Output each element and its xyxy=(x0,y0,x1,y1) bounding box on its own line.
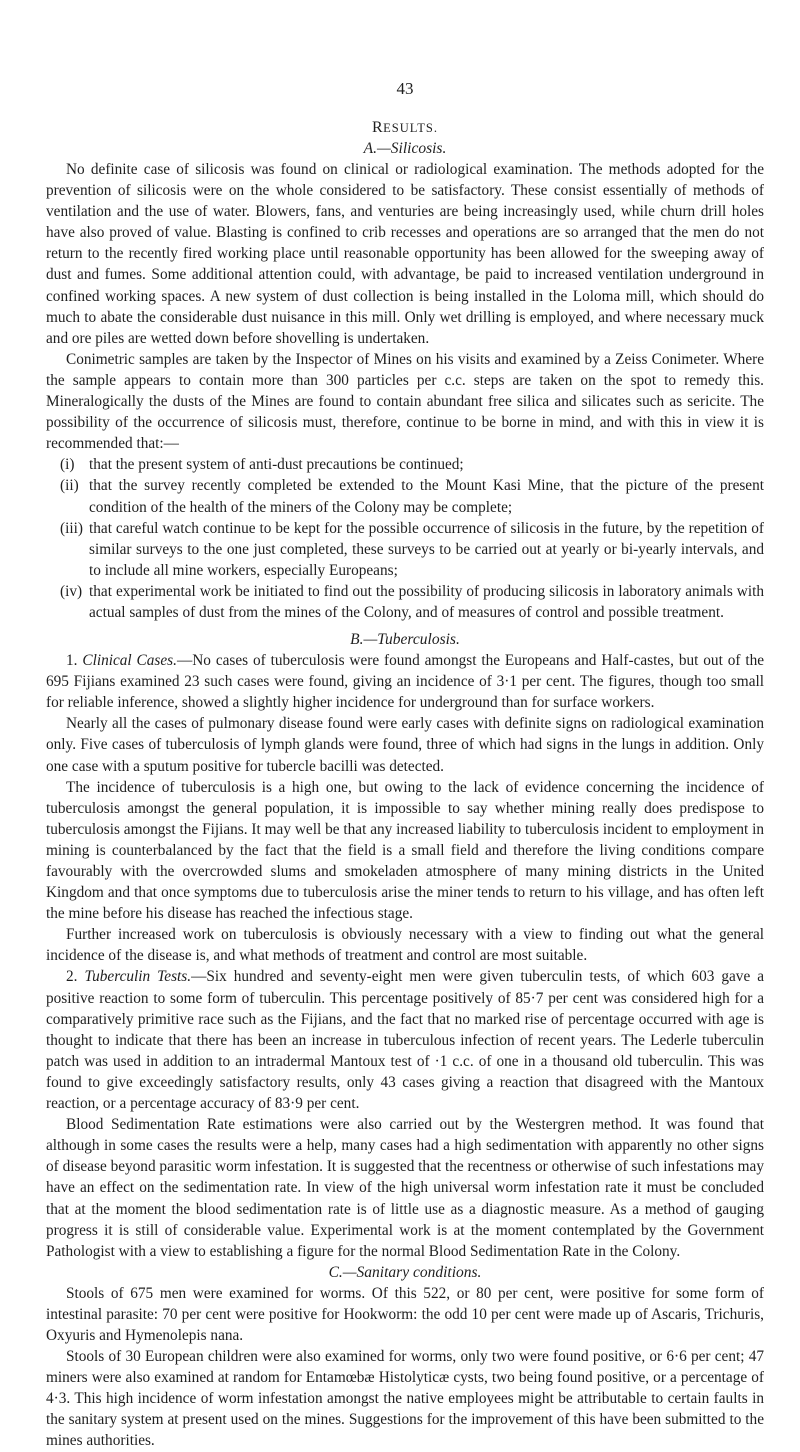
tuberculin-tests-paragraph xyxy=(46,966,764,1114)
recommendation-text: that the present system of anti-dust precautions be continued; xyxy=(89,456,464,474)
section-c-title: C.—Sanitary conditions. xyxy=(328,1263,482,1281)
tuberculin-tests-text: —Six hundred and seventy-eight men were given tuberculin tests, of which 603 gave a positive reaction to some form of tuberculin. This percentage positively of 85·7 per cent was considered high for a comparatively primitive race such as the Fijians, and the fact that no marked rise of percentage occurred with age is thought to indicate that there has been an increase in tuberculous infection of recent years. The Lederle tuberculin patch was used in addition to an intradermal Mantoux test of ·1 c.c. of one in a thousand old tuberculin. This was found to give exceedingly satisfactory results, only 43 cases giving a reaction that disagreed with the Mantoux reaction, or a percentage accuracy of 83·9 per cent. xyxy=(46,968,765,1113)
recommendation-item xyxy=(46,518,764,581)
recommendation-text: that experimental work be initiated to find out the possibility of producing silicosis in laboratory animals with actual samples of dust from the mines of the Colony, and of measures of control and possible treatment. xyxy=(89,582,764,621)
silicosis-paragraph-1: No definite case of silicosis was found on clinical or radiological examination. The methods adopted for the prevention of silicosis were on the whole considered to be satisfactory. These consist essentially of methods of ventilation and the use of water. Blowers, fans, and venturies are being increasingly used, while churn drill holes have also proved of value. Blasting is confined to crib recesses and operations are so arranged that the men do not return to the recently fired working place until reasonable opportunity has been allowed for the sweeping away of dust and fumes. Some additional attention could, with advantage, be paid to increased ventilation underground in confined working spaces. A new system of dust collection is being installed in the Loloma mill, which should do much to abate the considerable dust nuisance in this mill. Only wet drilling is employed, and where necessary muck and ore piles are wetted down before shovelling is undertaken. xyxy=(46,161,764,347)
tuberculin-tests-number: 2. xyxy=(66,968,85,986)
recommendation-number: (iv) xyxy=(60,582,83,600)
clinical-cases-number: 1. xyxy=(66,652,83,670)
results-heading-text: RESULTS. xyxy=(372,119,438,136)
clinical-cases-paragraph xyxy=(46,650,764,713)
incidence-paragraph: The incidence of tuberculosis is a high one, but owing to the lack of evidence concerning the incidence of tuberculosis amongst the general population, it is impossible to say whether mining really does predispose to tuberculosis amongst the Fijians. It may well be that any increased liability to tuberculosis incident to employment in mining is counterbalanced by the fact that the field is a small field and therefore the living conditions compare favourably with the overcrowded slums and smokeladen atmosphere of many mining districts in the United Kingdom and that once symptoms due to tuberculosis arise the miner tends to return to his village, and has often left the mine before his disease has reached the infectious stage. xyxy=(46,778,764,923)
body-text xyxy=(46,138,764,1452)
results-heading xyxy=(46,117,764,139)
recommendation-item xyxy=(46,475,764,517)
page-number: 43 xyxy=(396,79,414,98)
silicosis-paragraph-2: Conimetric samples are taken by the Inspector of Mines on his visits and examined by a Zeiss Conimeter. Where the sample appears to contain more than 300 particles per c.c. steps are taken on the spot to remedy this. Mineralogically the dusts of the Mines are found to contain abundant free silica and silicates such as sericite. The possibility of the occurrence of silicosis must, therefore, continue to be borne in mind, and with this in view it is recommended that:— xyxy=(46,350,764,453)
recommendation-number: (iii) xyxy=(60,519,83,537)
further-work-paragraph: Further increased work on tuberculosis is obviously necessary with a view to finding out what the general incidence of the disease is, and what methods of treatment and control are most suitable. xyxy=(46,926,764,965)
recommendation-item xyxy=(46,581,764,623)
section-b-title: B.—Tuberculosis. xyxy=(350,631,460,649)
recommendation-item xyxy=(46,454,764,475)
tuberculin-tests-title: Tuberculin Tests. xyxy=(84,968,192,986)
recommendation-text: that the survey recently completed be extended to the Mount Kasi Mine, that the picture of the present condition of the health of the miners of the Colony may be complete; xyxy=(89,477,764,516)
sanitary-paragraph-1: Stools of 675 men were examined for worms. Of this 522, or 80 per cent, were positive for some form of intestinal parasite: 70 per cent were positive for Hookworm: the odd 10 per cent were made up of Ascaris, Trichuris, Oxyuris and Hymenolepis nana. xyxy=(46,1284,764,1344)
recommendation-number: (i) xyxy=(60,456,75,474)
section-a-title: A.—Silicosis. xyxy=(363,140,447,157)
recommendation-number: (ii) xyxy=(60,477,79,495)
clinical-cases-text: —No cases of tuberculosis were found amongst the Europeans and Half-castes, but out of the 695 Fijians examined 23 such cases were found, giving an incidence of 3·1 per cent. The figures, though too small for reliable inference, showed a slightly higher incidence for underground than for surface workers. xyxy=(46,652,765,712)
blood-sedimentation-paragraph: Blood Sedimentation Rate estimations were also carried out by the Westergren method. It was found that although in some cases the results were a help, many cases had a high sedimentation with apparently no other signs of disease beyond parasitic worm infestation. It is suggested that the recentness or otherwise of such infestations may have an effect on the sedimentation rate. In view of the high universal worm infestation rate it must be concluded that at the moment the blood sedimentation rate is of little use as a diagnostic measure. As a method of gauging progress it is still of considerable value. Experimental work is at the moment contemplated by the Government Pathologist with a view to establishing a figure for the normal Blood Sedimentation Rate in the Colony. xyxy=(46,1116,764,1260)
recommendation-text: that careful watch continue to be kept for the possible occurrence of silicosis in the future, by the repetition of similar surveys to the one just completed, these surveys to be carried out at yearly or bi-yearly intervals, and to include all mine workers, especially Europeans; xyxy=(89,519,764,579)
pulmonary-cases-paragraph: Nearly all the cases of pulmonary disease found were early cases with definite signs on radiological examination only. Five cases of tuberculosis of lymph glands were found, three of which had signs in the lungs in addition. Only one case with a sputum positive for tubercle bacilli was detected. xyxy=(46,715,764,775)
recommendations-list xyxy=(46,454,764,623)
clinical-cases-title: Clinical Cases. xyxy=(82,652,177,670)
sanitary-paragraph-2: Stools of 30 European children were also examined for worms, only two were found positive, or 6·6 per cent; 47 miners were also examined at random for Entamœbæ Histolyticæ cysts, two being found positive, or a percentage of 4·3. This high incidence of worm infestation amongst the native employees might be attributable to certain faults in the sanitary system at present used on the mines. Suggestions for the improvement of this have been submitted to the mines authorities. xyxy=(46,1348,764,1450)
